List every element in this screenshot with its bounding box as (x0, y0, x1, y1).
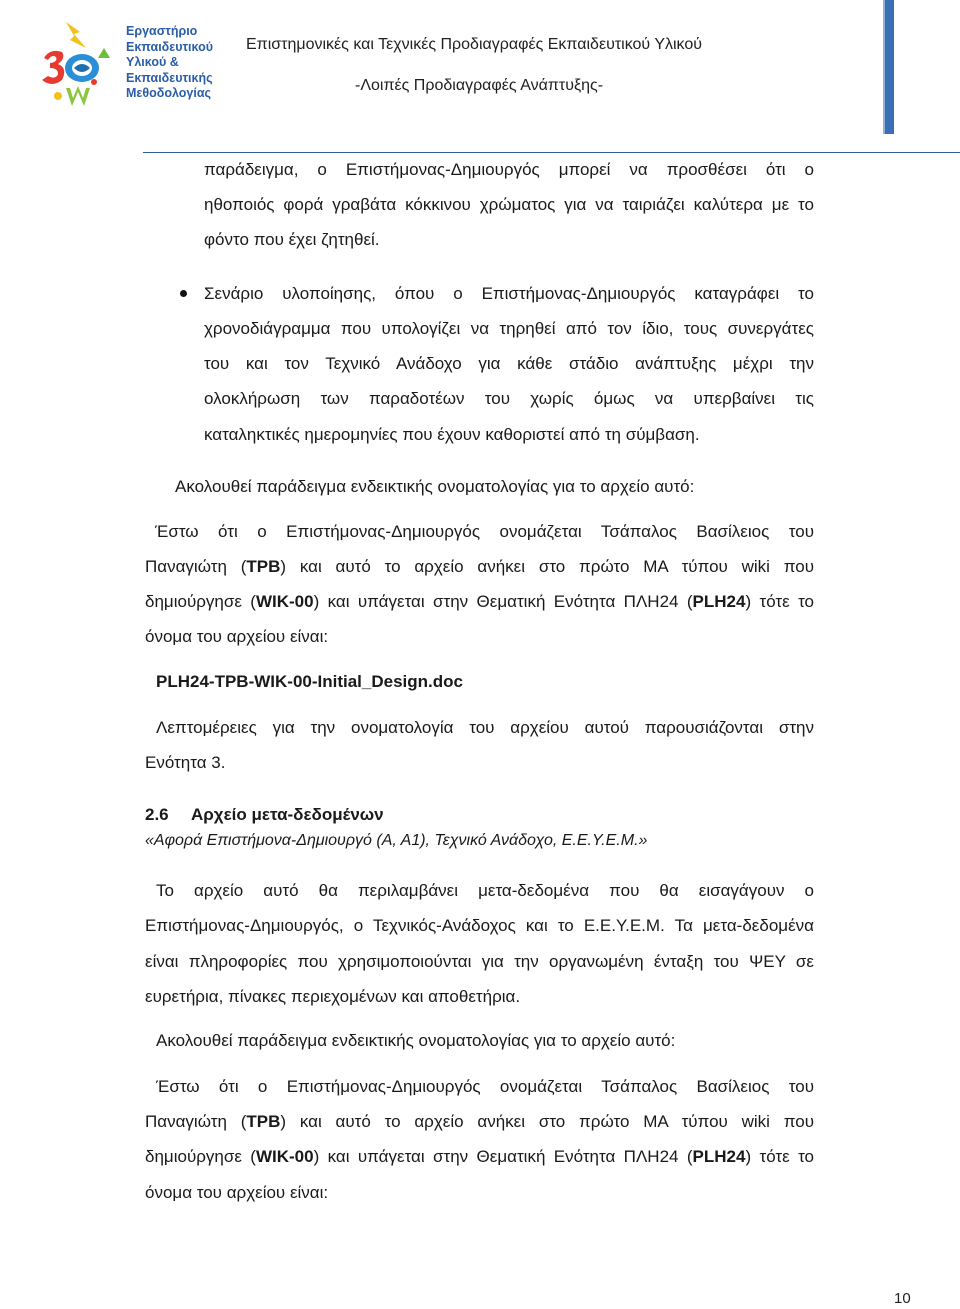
bullet-line: του και τον Τεχνικό Ανάδοχο για κάθε στάδιο ανάπτυξης μέχρι την (204, 354, 814, 373)
text-run: Παναγιώτη (TPB) και αυτό το αρχείο ανήκει στο πρώτο ΜΑ τύπου wiki που (145, 557, 814, 576)
paragraph-line: Έστω ότι ο Επιστήμονας-Δημιουργός ονομάζεται Τσάπαλος Βασίλειος του (155, 522, 814, 541)
paragraph-line: Ακολουθεί παράδειγμα ενδεικτικής ονοματολογίας για το αρχείο αυτό: (156, 1031, 676, 1050)
lab-logo-text: Εργαστήριο Εκπαιδευτικού Υλικού & Εκπαιδευτικής Μεθοδολογίας (126, 24, 213, 100)
header-title: Επιστημονικές και Τεχνικές Προδιαγραφές Εκπαιδευτικού Υλικού (246, 36, 702, 53)
paragraph-line (145, 1110, 814, 1134)
paragraph-line: Επιστήμονας-Δημιουργός, ο Τεχνικός-Ανάδοχος και το Ε.Ε.Υ.Ε.Μ. Τα μετα-δεδομένα (145, 916, 814, 935)
paragraph-line: δημιούργησε (WIK-00) και υπάγεται στην Θεματική Ενότητα ΠΛΗ24 (PLH24) τότε το (145, 1147, 814, 1166)
paragraph-line: ηθοποιός φορά γραβάτα κόκκινου χρώματος για να ταιριάζει καλύτερα με το (204, 195, 814, 214)
paragraph-line: παράδειγμα, ο Επιστήμονας-Δημιουργός μπορεί να προσθέσει ότι ο (204, 160, 814, 179)
paragraph-line: Ενότητα 3. (145, 753, 226, 772)
paragraph-line: ευρετήρια, πίνακες περιεχομένων και αποθετήρια. (145, 987, 521, 1006)
paragraph-line: Ακολουθεί παράδειγμα ενδεικτικής ονοματολογίας για το αρχείο αυτό: (175, 477, 695, 496)
paragraph-line: Έστω ότι ο Επιστήμονας-Δημιουργός ονομάζεται Τσάπαλος Βασίλειος του (156, 1077, 814, 1096)
paragraph-line: είναι πληροφορίες που χρησιμοποιούνται για την οργανωμένη ένταξη του ΨΕΥ σε (145, 952, 814, 971)
header-divider (143, 152, 960, 153)
bullet-line: χρονοδιάγραμμα που υπολογίζει να τηρηθεί από τον ίδιο, τους συνεργάτες (204, 319, 814, 338)
text-run: Παναγιώτη (TPB) και αυτό το αρχείο ανήκει στο πρώτο ΜΑ τύπου wiki που (145, 1112, 814, 1131)
paragraph-line (145, 555, 814, 579)
bullet-line: καταληκτικές ημερομηνίες που έχουν καθοριστεί από τη σύμβαση. (204, 425, 700, 444)
code-plh: PLH24 (692, 1147, 746, 1166)
code-tpb: TPB (246, 1112, 281, 1131)
section-subtitle: «Αφορά Επιστήμονα-Δημιουργό (Α, Α1), Τεχνικό Ανάδοχο, Ε.Ε.Υ.Ε.Μ.» (145, 832, 648, 849)
example-filename: PLH24-TPB-WIK-00-Initial_Design.doc (156, 672, 463, 691)
code-wik: WIK-00 (255, 592, 314, 611)
bullet-line: Σενάριο υλοποίησης, όπου ο Επιστήμονας-Δημιουργός καταγράφει το (204, 284, 814, 303)
code-plh: PLH24 (692, 592, 746, 611)
paragraph-line: Λεπτομέρειες για την ονοματολογία του αρχείου αυτού παρουσιάζονται στην (156, 718, 814, 737)
code-wik: WIK-00 (255, 1147, 314, 1166)
section-title: Αρχείο μετα-δεδομένων (191, 805, 384, 824)
paragraph-line: δημιούργησε (WIK-00) και υπάγεται στην Θεματική Ενότητα ΠΛΗ24 (PLH24) τότε το (145, 592, 814, 611)
bullet-line: ολοκλήρωση των παραδοτέων του χωρίς όμως να υπερβαίνει τις (204, 389, 814, 408)
code-tpb: TPB (246, 557, 281, 576)
paragraph-line: Το αρχείο αυτό θα περιλαμβάνει μετα-δεδομένα που θα εισαγάγουν ο (156, 881, 814, 900)
page-number: 10 (894, 1290, 911, 1307)
side-accent-bar (883, 0, 894, 134)
bullet-point (180, 290, 187, 297)
paragraph-line: όνομα του αρχείου είναι: (145, 1183, 329, 1202)
paragraph-line: φόντο που έχει ζητηθεί. (204, 230, 380, 249)
paragraph-line: όνομα του αρχείου είναι: (145, 627, 329, 646)
section-number: 2.6 (145, 805, 169, 824)
page-header (0, 0, 960, 155)
header-subtitle: -Λοιπές Προδιαγραφές Ανάπτυξης- (355, 77, 604, 94)
